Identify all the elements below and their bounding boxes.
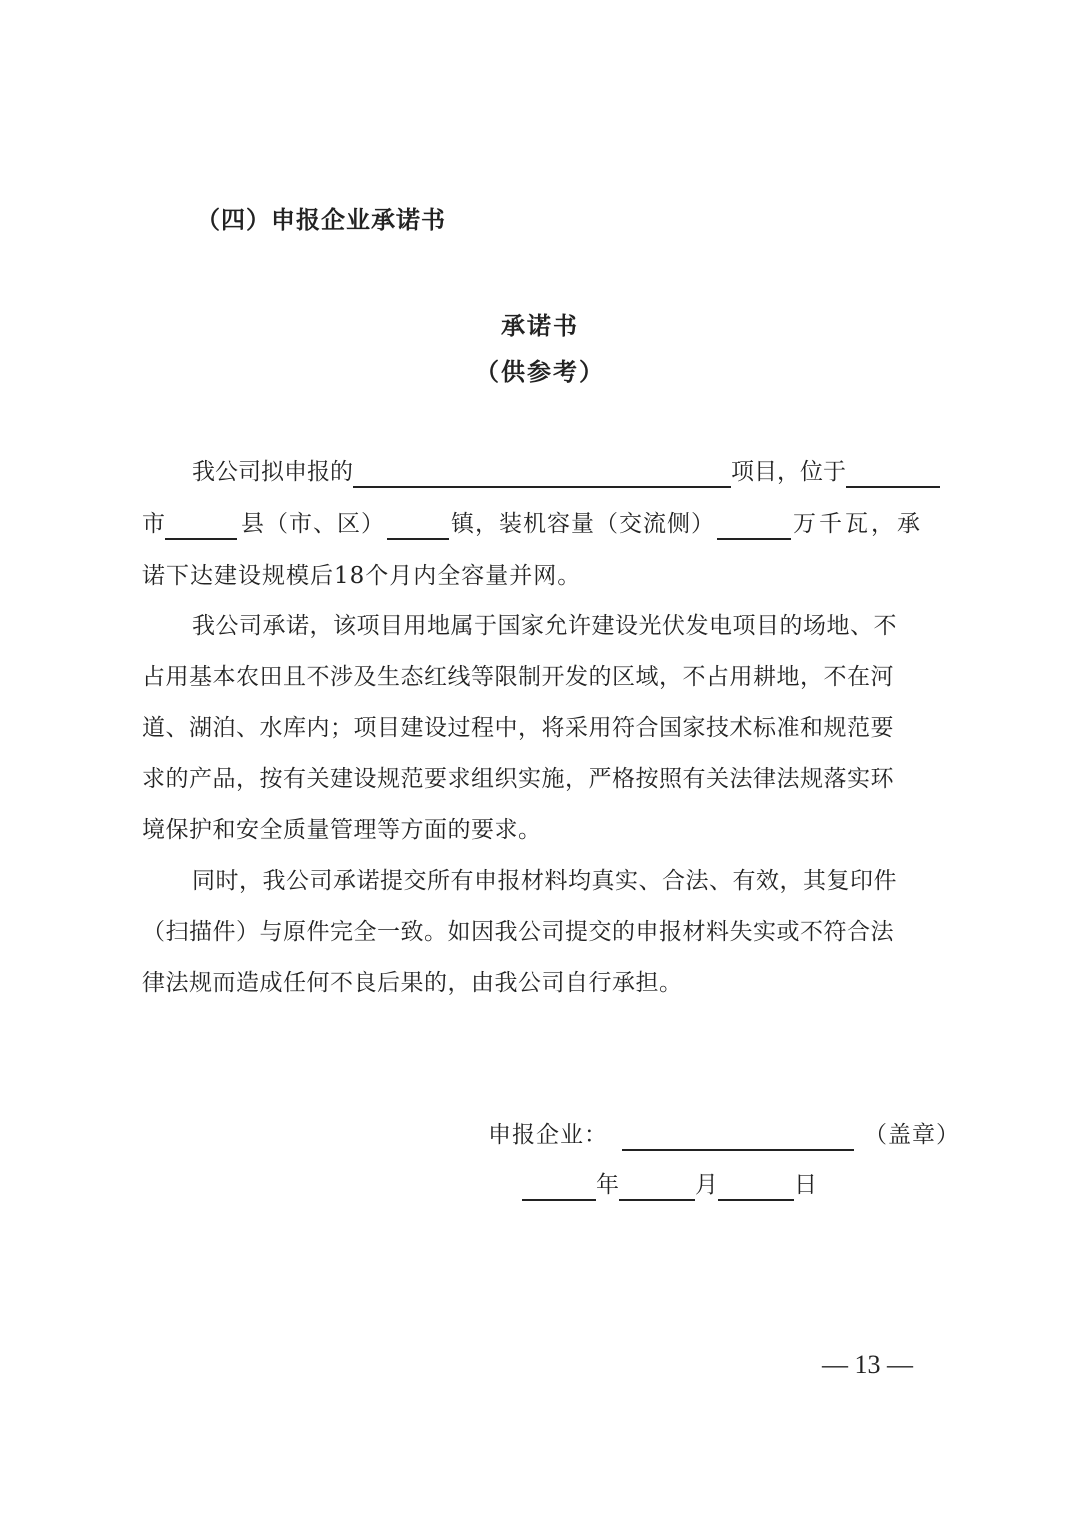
paragraph-1-line-2: [142, 498, 940, 550]
year-label: 年: [596, 1172, 619, 1198]
project-name-blank: [353, 456, 731, 488]
applicant-blank: [622, 1119, 854, 1151]
section-heading: （四）申报企业承诺书: [196, 205, 446, 234]
county-blank: [165, 508, 237, 540]
paragraph-2-line-4: 求的产品，按有关建设规范要求组织实施，严格按照有关法律法规落实环: [142, 766, 894, 792]
text-segment: 镇，装机容量（交流侧）: [451, 511, 715, 537]
paragraph-2-line-1: 我公司承诺，该项目用地属于国家允许建设光伏发电项目的场地、不: [192, 613, 897, 639]
page-number: — 13 —: [822, 1350, 913, 1379]
paragraph-2-line-3: 道、湖泊、水库内；项目建设过程中，将采用符合国家技术标准和规范要: [142, 715, 894, 741]
paragraph-3-line-1: 同时，我公司承诺提交所有申报材料均真实、合法、有效，其复印件: [192, 868, 897, 894]
date-line: [522, 1160, 817, 1210]
seal-note: （盖章）: [864, 1122, 960, 1148]
month-label: 月: [695, 1172, 718, 1198]
text-segment: 我公司拟申报的: [192, 459, 353, 485]
paragraph-2-line-2: 占用基本农田且不涉及生态红线等限制开发的区域，不占用耕地，不在河: [142, 664, 894, 690]
document-subtitle: （供参考）: [475, 357, 605, 386]
city-blank: [846, 456, 940, 488]
text-segment: 市: [142, 511, 165, 537]
capacity-blank: [717, 508, 791, 540]
town-blank: [387, 508, 449, 540]
paragraph-3-line-3: 律法规而造成任何不良后果的，由我公司自行承担。: [142, 970, 683, 996]
day-label: 日: [794, 1172, 817, 1198]
text-segment: 诺下达建设规模后18个月内全容量并网。: [142, 563, 582, 589]
paragraph-3-line-2: （扫描件）与原件完全一致。如因我公司提交的申报材料失实或不符合法: [142, 919, 894, 945]
text-segment: 万千瓦，承: [793, 511, 923, 537]
document-title: 承诺书: [501, 311, 579, 340]
signature-line: [488, 1110, 960, 1160]
applicant-label: 申报企业：: [488, 1122, 608, 1148]
paragraph-1-line-1: [192, 446, 940, 498]
text-segment: 项目，位于: [731, 459, 846, 485]
day-blank: [718, 1169, 794, 1201]
year-blank: [522, 1169, 596, 1201]
month-blank: [619, 1169, 695, 1201]
text-segment: 县（市、区）: [241, 511, 385, 537]
paragraph-1-line-3: [142, 550, 940, 602]
paragraph-2-line-5: 境保护和安全质量管理等方面的要求。: [142, 817, 542, 843]
